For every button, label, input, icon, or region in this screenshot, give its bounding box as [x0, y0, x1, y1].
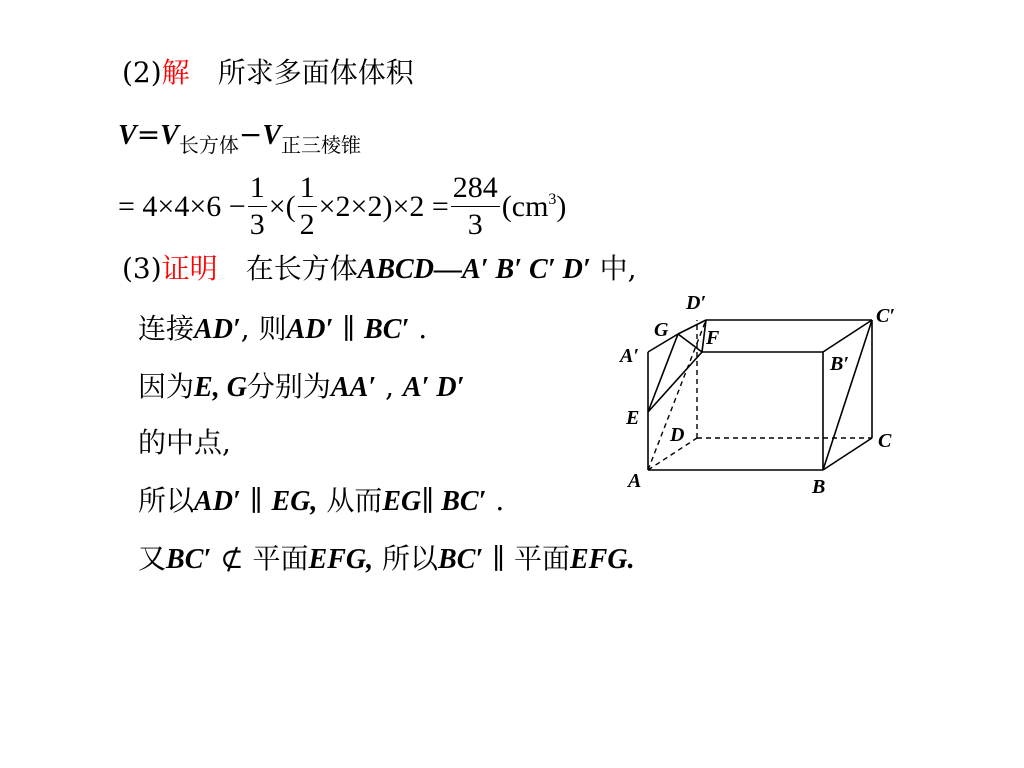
fraction-result	[451, 170, 500, 243]
text: 从而	[317, 484, 383, 517]
edge-EF	[648, 352, 702, 412]
segment-label: BC′	[438, 544, 484, 575]
text: 的中点,	[138, 426, 231, 459]
proof-keyword: 证明	[161, 252, 218, 285]
label-F: F	[706, 327, 720, 349]
formula-lead: = 4×4×6 −	[118, 189, 246, 223]
proof-line-2	[138, 370, 465, 405]
text: 所以	[373, 542, 439, 575]
segment-label: AD′	[286, 314, 334, 345]
text: 又	[138, 542, 167, 575]
parallel-symbol: ∥	[421, 484, 435, 517]
label-D: D	[670, 424, 685, 446]
v-pyramid-symbol: V	[262, 120, 281, 151]
unit-open: (cm	[501, 189, 549, 223]
v-cuboid-subscript: 长方体	[178, 133, 239, 157]
label-G: G	[654, 319, 669, 341]
edge-BpCp	[823, 320, 872, 352]
hidden-diagonal-ADp	[648, 320, 706, 470]
label-Ap: A′	[620, 345, 639, 367]
v-pyramid-subscript: 正三棱锥	[281, 133, 361, 157]
volume-formula	[118, 170, 566, 243]
text: 因为	[138, 370, 195, 403]
fraction-numerator: 1	[298, 170, 317, 207]
text: .	[486, 484, 505, 517]
text: 连接	[138, 312, 195, 345]
volume-expression	[118, 118, 361, 157]
proof-line-3	[138, 426, 231, 460]
segment-label: BC′	[364, 314, 410, 345]
not-subset-symbol: ⊄	[211, 542, 253, 575]
edge-ApG	[648, 334, 678, 352]
parallel-symbol: ∥	[483, 542, 514, 575]
part3-text-c: 中,	[590, 252, 637, 285]
label-Bp: B′	[830, 353, 849, 375]
proof-line-1	[138, 312, 427, 347]
part3-marker: (3)	[122, 252, 162, 285]
edge-GF	[678, 334, 702, 352]
edge-DpF	[702, 320, 706, 352]
segment-label: A′ D′	[402, 372, 465, 403]
segment-label: BC′	[166, 544, 212, 575]
fraction-denominator: 3	[467, 208, 483, 241]
fraction-denominator: 3	[249, 208, 265, 241]
part3-text-a: 在长方体	[245, 252, 358, 285]
segment-label: AD′	[194, 314, 241, 345]
text: , 则	[240, 312, 287, 345]
proof-line-5	[138, 542, 635, 577]
part3-heading	[122, 252, 637, 287]
part2-heading	[122, 56, 414, 90]
formula-mid2: ×2×2)×2 =	[318, 189, 449, 223]
text: 分别为	[246, 370, 331, 403]
fraction-numerator: 284	[451, 170, 500, 207]
edge-EG	[648, 334, 678, 412]
label-E: E	[626, 407, 640, 429]
cuboid-name: ABCD—A′ B′ C′ D′	[357, 254, 591, 285]
text: 平面	[252, 542, 309, 575]
hidden-edge-AD	[648, 438, 697, 470]
unit-close: )	[556, 189, 567, 223]
solution-keyword: 解	[161, 56, 190, 89]
label-B: B	[812, 476, 826, 498]
formula-mid1: ×(	[268, 189, 296, 223]
label-Dp: D′	[686, 292, 707, 314]
part2-marker: (2)	[122, 56, 162, 89]
fraction-one-third	[248, 170, 267, 243]
segment-label: EG,	[271, 486, 318, 517]
edge-GDp	[678, 320, 706, 334]
text: .	[409, 312, 428, 345]
segment-label: AA′	[330, 372, 377, 403]
proof-line-4	[138, 484, 504, 519]
point-labels: E, G	[194, 372, 247, 403]
plane-label: EFG.	[570, 544, 635, 575]
fraction-numerator: 1	[248, 170, 267, 207]
segment-label: EG	[382, 486, 422, 517]
text: ,	[376, 370, 403, 403]
segment-label: AD′	[194, 486, 241, 517]
part2-text: 所求多面体体积	[217, 56, 414, 89]
v-cuboid-symbol: V	[160, 120, 179, 151]
label-C: C	[878, 430, 892, 452]
label-Cp: C′	[876, 305, 895, 327]
edge-CB	[823, 438, 872, 470]
fraction-one-half	[298, 170, 317, 243]
unit	[502, 190, 567, 224]
diagonal-BCp	[823, 320, 872, 470]
unit-exponent: 3	[548, 190, 557, 208]
text: 平面	[513, 542, 570, 575]
parallel-symbol: ∥	[240, 484, 272, 517]
segment-label: BC′	[434, 486, 487, 517]
fraction-denominator: 2	[299, 208, 315, 241]
minus-sign: −	[238, 118, 263, 151]
label-A: A	[628, 470, 642, 492]
v-symbol: V	[118, 120, 137, 151]
equals-sign: =	[136, 118, 161, 151]
parallel-symbol: ∥	[333, 312, 365, 345]
plane-label: EFG,	[308, 544, 374, 575]
text: 所以	[138, 484, 195, 517]
